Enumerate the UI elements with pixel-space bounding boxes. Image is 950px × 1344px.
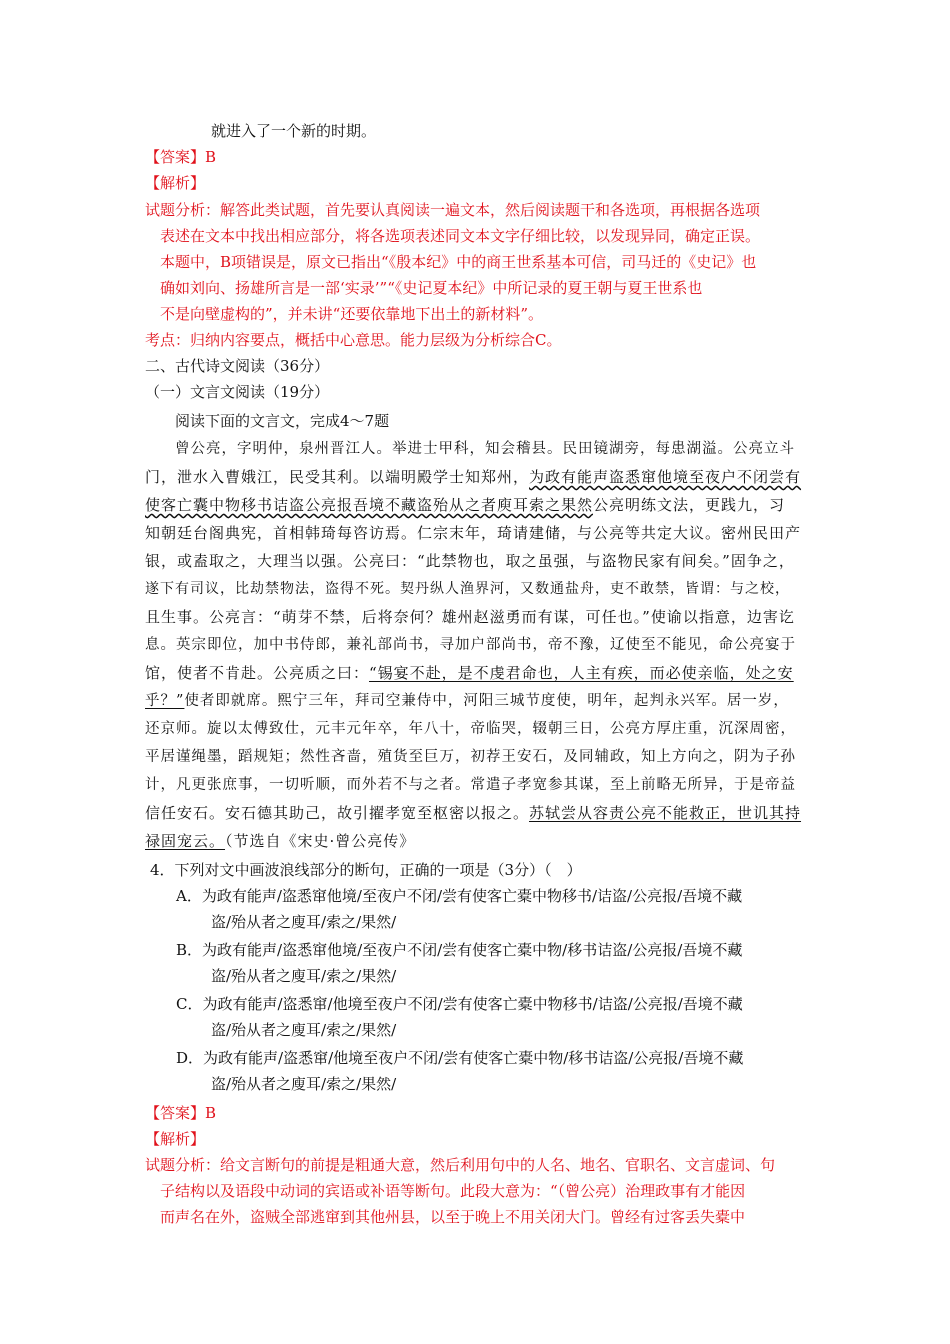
option-b-cont: 盗/殆从者之廋耳/索之/果然/ xyxy=(211,967,397,985)
wavy-underlined-text: 为政有能声盗悉窜他境至夜户不闭尝有 xyxy=(529,468,802,486)
analysis-line: 本题中，B项错误是，原文已指出“《殷本纪》中的商王世系基本可信，司马迁的《史记》也 xyxy=(160,253,757,271)
underlined-text: 乎？” xyxy=(145,693,185,709)
passage-line: 馆，使者不肯赴。公亮质之曰：“锡宴不赴，是不虔君命也，人主有疾，而必使亲临，处之安 xyxy=(145,664,794,682)
passage-line: 且生事。公亮言：“萌芽不禁，后将奈何？雄州赵滋勇而有谋，可任也。”使谕以指意，边害讫 xyxy=(145,608,795,626)
option-a: A．为政有能声/盗悉窜他境/至夜户不闭/尝有使客亡橐中物移书/诘盗/公亮报/吾境不藏 xyxy=(176,887,743,905)
passage-line: 平居谨绳墨，蹈规矩；然性吝啬，殖货至巨万，初荐王安石，及同辅政，知上方向之，阴为子孙 xyxy=(145,749,796,765)
kaodian-line: 考点：归纳内容要点，概括中心意思。能力层级为分析综合C。 xyxy=(145,331,562,349)
passage-line: 计，凡更张庶事，一切听顺，而外若不与之者。常遣子孝宽参其谋，至上前略无所异，于是帝益 xyxy=(145,777,796,793)
continued-text: 就进入了一个新的时期。 xyxy=(211,122,377,140)
passage-line xyxy=(145,830,415,852)
option-d-cont: 盗/殆从者之廋耳/索之/果然/ xyxy=(211,1075,397,1093)
answer-label: 【答案】B xyxy=(145,148,217,166)
question-stem: 4．下列对文中画波浪线部分的断句，正确的一项是（3分）（ ） xyxy=(150,861,582,879)
analysis-line: 表述在文本中找出相应部分，将各选项表述同文本文字仔细比较，以发现异同，确定正误。 xyxy=(160,227,761,245)
passage-line: 乎？”使者即就席。熙宁三年，拜司空兼侍中，河阳三城节度使，明年，起判永兴军。居一岁， xyxy=(145,693,789,709)
answer-label: 【答案】B xyxy=(145,1104,217,1122)
option-c: C．为政有能声/盗悉窜/他境至夜户不闭/尝有使客亡橐中物移书/诘盗/公亮报/吾境不藏 xyxy=(176,995,743,1013)
reading-instruction: 阅读下面的文言文，完成4～7题 xyxy=(175,412,390,430)
option-d: D．为政有能声/盗悉窜/他境至夜户不闭/尝有使客亡橐中物/移书诘盗/公亮报/吾境不藏 xyxy=(176,1049,744,1067)
section-title: 二、古代诗文阅读（36分） xyxy=(145,357,330,375)
analysis-label: 【解析】 xyxy=(145,1130,206,1148)
source-citation: （节选自《宋史·曾公亮传》 xyxy=(225,832,416,850)
passage-line: 门，泄水入曹娥江，民受其利。以端明殿学士知郑州，为政有能声盗悉窜他境至夜户不闭尝有 xyxy=(145,468,802,486)
passage-line: 信任安石。安石德其助己，故引擢孝宽至枢密以报之。苏轼尝从容责公亮不能救正，世讥其持 xyxy=(145,804,802,822)
analysis-line: 试题分析：给文言断句的前提是粗通大意，然后利用句中的人名、地名、官职名、文言虚词、句 xyxy=(145,1156,776,1174)
option-c-cont: 盗/殆从者之廋耳/索之/果然/ xyxy=(211,1021,397,1039)
passage-line: 曾公亮，字明仲，泉州晋江人。举进士甲科，知会稽县。民田镜湖旁，每患湖溢。公亮立斗 xyxy=(175,441,795,457)
passage-line: 还京师。旋以太傅致仕，元丰元年卒，年八十，帝临哭，辍朝三日，公亮方厚庄重，沉深周密， xyxy=(145,721,796,737)
analysis-line: 子结构以及语段中动词的宾语或补语等断句。此段大意为：“（曾公亮）治理政事有才能因 xyxy=(160,1182,746,1200)
passage-line: 息。英宗即位，加中书侍郎，兼礼部尚书，寻加户部尚书，帝不豫，辽使至不能见，命公亮宴于 xyxy=(145,637,796,653)
passage-line: 银，或盍取之，大理当以强。公亮曰：“此禁物也，取之虽强，与盗物民家有间矣。”固争之， xyxy=(145,552,795,570)
underlined-text: 禄固宠云。 xyxy=(145,832,226,850)
wavy-underlined-text: 使客亡囊中物移书诘盗公亮报吾境不藏盗殆从之者庾耳索之果然 xyxy=(145,496,594,514)
underlined-text: “锡宴不赴，是不虔君命也，人主有疾，而必使亲临，处之安 xyxy=(369,664,794,682)
subsection-title: （一）文言文阅读（19分） xyxy=(145,383,330,401)
underlined-text: 苏轼尝从容责公亮不能救正，世讥其持 xyxy=(529,804,802,822)
analysis-line: 而声名在外，盗贼全部逃窜到其他州县，以至于晚上不用关闭大门。曾经有过客丢失橐中 xyxy=(160,1208,746,1226)
analysis-line: 不是向壁虚构的”，并未讲“还要依靠地下出土的新材料”。 xyxy=(160,305,544,323)
passage-line: 知朝廷台阁典宪，首相韩琦每咨访焉。仁宗末年，琦请建储，与公亮等共定大议。密州民田产 xyxy=(145,524,802,542)
analysis-line: 试题分析：解答此类试题，首先要认真阅读一遍文本，然后阅读题干和各选项，再根据各选项 xyxy=(145,201,761,219)
passage-line: 使客亡囊中物移书诘盗公亮报吾境不藏盗殆从之者庾耳索之果然公亮明练文法，更践九，习 xyxy=(145,496,786,514)
analysis-label: 【解析】 xyxy=(145,174,206,192)
passage-line: 遂下有司议，比劫禁物法，盗得不死。契丹纵人渔界河，又数通盐舟，吏不敢禁，皆谓：与之校， xyxy=(145,581,790,597)
option-a-cont: 盗/殆从者之廋耳/索之/果然/ xyxy=(211,913,397,931)
analysis-line: 确如刘向、扬雄所言是一部‘实录’”“《史记夏本纪》中所记录的夏王朝与夏王世系也 xyxy=(160,279,703,297)
option-b: B．为政有能声/盗悉窜他境/至夜户不闭/尝有使客亡橐中物/移书诘盗/公亮报/吾境不藏 xyxy=(176,941,743,959)
